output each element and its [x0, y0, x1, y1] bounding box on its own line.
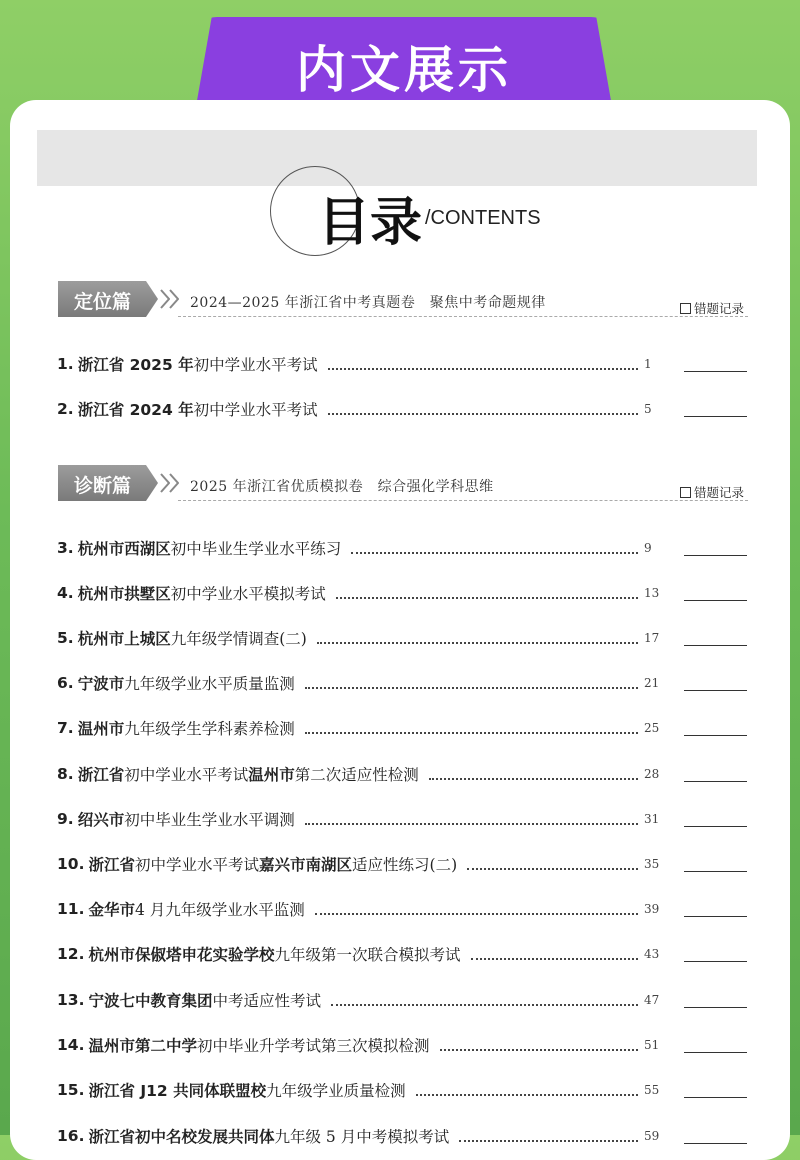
entry-number: 16.: [57, 1127, 85, 1145]
error-record-blank: [684, 902, 747, 917]
section-divider: [178, 316, 748, 317]
page-number: 47: [644, 993, 660, 1007]
entry-exam-name: 九年级学生学科素养检测: [124, 720, 295, 738]
dot-leader: [331, 994, 638, 1006]
toc-entry: [57, 943, 747, 965]
error-log-label: 错题记录: [680, 483, 744, 501]
error-log-label: 错题记录: [680, 299, 744, 317]
entry-number: 9.: [57, 810, 74, 828]
entry-exam-name: 初中学业水平模拟考试: [170, 585, 326, 603]
page-number: 25: [644, 721, 660, 735]
entry-region: 宁波市: [77, 675, 125, 693]
entry-region: 温州市: [248, 766, 295, 784]
dot-leader: [351, 542, 638, 554]
page-number: 28: [644, 767, 660, 781]
toc-entry: [57, 808, 747, 830]
error-record-blank: [684, 357, 747, 372]
error-record-blank: [684, 1129, 747, 1144]
section-divider: [178, 500, 748, 501]
dot-leader: [328, 358, 638, 370]
dot-leader: [429, 768, 638, 780]
entry-exam-name: 适应性练习(二): [352, 856, 458, 874]
error-record-blank: [684, 1038, 747, 1053]
entry-exam-name: 初中毕业升学考试第三次模拟检测: [196, 1037, 430, 1055]
entry-exam-name: 初中学业水平考试: [124, 766, 249, 784]
section-tab-label: 诊断篇: [74, 475, 132, 497]
entry-region: 杭州市上城区: [77, 630, 171, 648]
entry-number: 2.: [57, 400, 74, 418]
entry-region: 浙江省: [88, 856, 135, 874]
error-record-blank: [684, 631, 747, 646]
entry-region: 嘉兴市南湖区: [259, 856, 353, 874]
page-number: 31: [644, 812, 660, 826]
toc-entry: [57, 353, 747, 375]
dot-leader: [467, 858, 638, 870]
toc-entry: [57, 1125, 747, 1147]
banner-title: 内文展示: [296, 41, 512, 99]
toc-entry: [57, 537, 747, 559]
chevron-right-icon: [169, 473, 179, 493]
section-description: 2024—2025 年浙江省中考真题卷 聚焦中考命题规律: [190, 295, 546, 311]
error-record-blank: [684, 1083, 747, 1098]
toc-entry: [57, 763, 747, 785]
toc-entry: [57, 989, 747, 1011]
entry-region: 浙江省 J12 共同体联盟校: [88, 1082, 267, 1100]
dot-leader: [440, 1039, 639, 1051]
page-number: 51: [644, 1038, 660, 1052]
entry-number: 14.: [57, 1036, 85, 1054]
toc-entry: [57, 582, 747, 604]
note-icon: [680, 487, 691, 498]
entry-exam-name: 4 月九年级学业水平监测: [134, 901, 305, 919]
entry-region: 温州市: [77, 720, 125, 738]
entry-exam-name: 初中学业水平考试: [193, 356, 318, 374]
page-number: 13: [644, 586, 660, 600]
entry-exam-name: 第二次适应性检测: [294, 766, 419, 784]
entry-region: 浙江省 2025 年: [77, 356, 194, 374]
entry-number: 6.: [57, 674, 74, 692]
entry-region: 浙江省 2024 年: [77, 401, 194, 419]
dot-leader: [471, 948, 639, 960]
entry-number: 1.: [57, 355, 74, 373]
error-record-blank: [684, 767, 747, 782]
error-record-blank: [684, 993, 747, 1008]
page-number: 43: [644, 947, 660, 961]
entry-region: 浙江省: [77, 766, 125, 784]
error-record-blank: [684, 857, 747, 872]
entry-number: 13.: [57, 991, 85, 1009]
section-tab-label: 定位篇: [74, 291, 132, 313]
section-description: 2025 年浙江省优质模拟卷 综合强化学科思维: [190, 479, 494, 495]
entry-exam-name: 九年级学情调查(二): [170, 630, 307, 648]
dot-leader: [305, 677, 638, 689]
entry-region: 温州市第二中学: [88, 1037, 197, 1055]
toc-entry: [57, 853, 747, 875]
entry-region: 浙江省初中名校发展共同体: [88, 1128, 275, 1146]
entry-number: 12.: [57, 945, 85, 963]
entry-exam-name: 九年级第一次联合模拟考试: [274, 946, 461, 964]
entry-exam-name: 初中毕业生学业水平调测: [124, 811, 295, 829]
dot-leader: [315, 903, 638, 915]
toc-entry: [57, 1079, 747, 1101]
entry-exam-name: 九年级学业质量检测: [266, 1082, 406, 1100]
entry-exam-name: 初中学业水平考试: [134, 856, 259, 874]
entry-region: 杭州市保俶塔申花实验学校: [88, 946, 275, 964]
entry-exam-name: 九年级 5 月中考模拟考试: [274, 1128, 450, 1146]
toc-entry: [57, 398, 747, 420]
note-icon: [680, 303, 691, 314]
entry-region: 杭州市拱墅区: [77, 585, 171, 603]
page-number: 17: [644, 631, 660, 645]
error-record-blank: [684, 541, 747, 556]
dot-leader: [305, 813, 638, 825]
page-number: 9: [644, 541, 652, 555]
page-number: 55: [644, 1083, 660, 1097]
error-record-blank: [684, 402, 747, 417]
page-number: 21: [644, 676, 660, 690]
toc-title: 目录: [318, 192, 423, 253]
page-number: 35: [644, 857, 660, 871]
page-number: 59: [644, 1129, 660, 1143]
toc-entry: [57, 672, 747, 694]
entry-number: 4.: [57, 584, 74, 602]
entry-number: 11.: [57, 900, 85, 918]
entry-exam-name: 九年级学业水平质量监测: [124, 675, 295, 693]
entry-number: 8.: [57, 765, 74, 783]
toc-entry: [57, 1034, 747, 1056]
dot-leader: [317, 632, 638, 644]
dot-leader: [305, 722, 638, 734]
toc-subtitle: /CONTENTS: [425, 207, 541, 229]
entry-exam-name: 初中学业水平考试: [193, 401, 318, 419]
page-number: 5: [644, 402, 652, 416]
dot-leader: [459, 1130, 638, 1142]
entry-number: 15.: [57, 1081, 85, 1099]
entry-region: 杭州市西湖区: [77, 540, 171, 558]
error-record-blank: [684, 586, 747, 601]
grey-header-band: [37, 130, 757, 186]
dot-leader: [416, 1084, 638, 1096]
entry-region: 金华市: [88, 901, 135, 919]
chevron-right-icon: [169, 289, 179, 309]
entry-number: 7.: [57, 719, 74, 737]
entry-region: 绍兴市: [77, 811, 125, 829]
error-record-blank: [684, 676, 747, 691]
toc-entry: [57, 717, 747, 739]
entry-exam-name: 初中毕业生学业水平练习: [170, 540, 342, 558]
toc-entry: [57, 898, 747, 920]
dot-leader: [336, 587, 638, 599]
entry-number: 5.: [57, 629, 74, 647]
page-number: 1: [644, 357, 652, 371]
entry-region: 宁波七中教育集团: [88, 992, 213, 1010]
entry-number: 3.: [57, 539, 74, 557]
dot-leader: [328, 403, 638, 415]
error-record-blank: [684, 812, 747, 827]
error-record-blank: [684, 947, 747, 962]
toc-entry: [57, 627, 747, 649]
page-number: 39: [644, 902, 660, 916]
entry-exam-name: 中考适应性考试: [212, 992, 321, 1010]
error-record-blank: [684, 721, 747, 736]
entry-number: 10.: [57, 855, 85, 873]
